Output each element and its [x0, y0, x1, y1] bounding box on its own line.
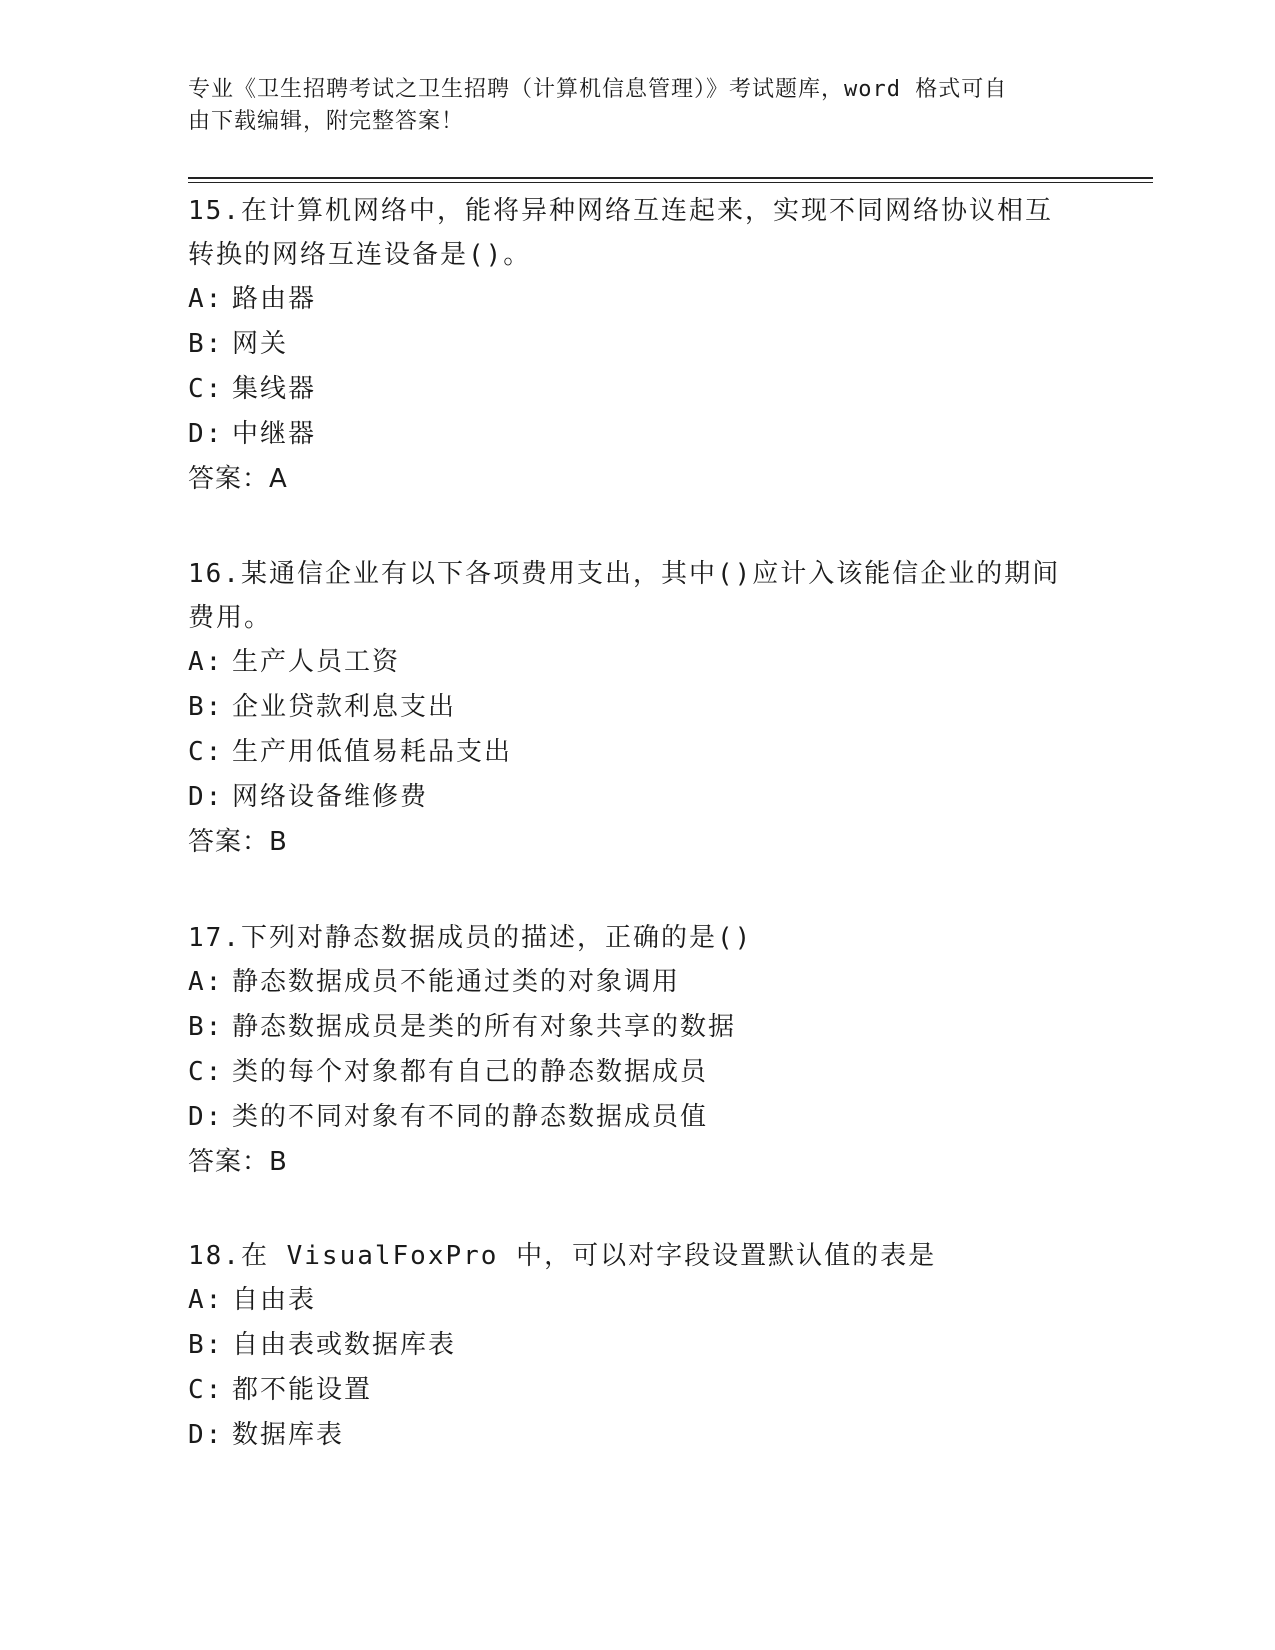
option-key: B:: [188, 692, 224, 722]
option-text: 中继器: [232, 419, 317, 449]
question-stem-continued: 费用。: [188, 603, 273, 633]
question-17: [188, 916, 1088, 1185]
option-a: [188, 1278, 1088, 1323]
header-divider: [188, 177, 1153, 183]
option-key: A:: [188, 647, 224, 677]
header-line-1: 专业《卫生招聘考试之卫生招聘（计算机信息管理）》考试题库，word 格式可自: [188, 77, 1008, 102]
option-b: [188, 1005, 1088, 1050]
option-key: C:: [188, 374, 224, 404]
option-text: 网关: [232, 329, 289, 359]
option-key: D:: [188, 782, 224, 812]
option-a: [188, 277, 1088, 322]
answer-line: 答案：B: [188, 1147, 288, 1177]
option-d: [188, 412, 1088, 457]
answer-line: 答案：A: [188, 464, 288, 494]
option-key: B:: [188, 329, 224, 359]
question-stem-continued: 转换的网络互连设备是()。: [188, 240, 532, 270]
option-text: 路由器: [232, 284, 317, 314]
option-key: A:: [188, 1285, 224, 1315]
option-d: [188, 1095, 1088, 1140]
question-stem: 15.在计算机网络中，能将异种网络互连起来，实现不同网络协议相互: [188, 196, 1053, 226]
option-key: C:: [188, 1375, 224, 1405]
question-18: [188, 1234, 1088, 1458]
option-text: 网络设备维修费: [232, 782, 429, 812]
option-text: 自由表或数据库表: [232, 1330, 457, 1360]
option-key: D:: [188, 419, 224, 449]
option-key: B:: [188, 1012, 224, 1042]
option-key: B:: [188, 1330, 224, 1360]
question-16: [188, 552, 1088, 865]
option-c: [188, 1368, 1088, 1413]
option-text: 集线器: [232, 374, 317, 404]
option-key: C:: [188, 1057, 224, 1087]
option-b: [188, 1323, 1088, 1368]
option-key: C:: [188, 737, 224, 767]
question-stem: 18.在 VisualFoxPro 中，可以对字段设置默认值的表是: [188, 1241, 937, 1271]
option-text: 自由表: [232, 1285, 317, 1315]
option-b: [188, 685, 1088, 730]
option-text: 类的不同对象有不同的静态数据成员值: [232, 1102, 709, 1132]
option-c: [188, 367, 1088, 412]
option-a: [188, 960, 1088, 1005]
option-text: 静态数据成员是类的所有对象共享的数据: [232, 1012, 737, 1042]
document-header: [188, 74, 1088, 138]
option-a: [188, 640, 1088, 685]
option-key: D:: [188, 1102, 224, 1132]
option-text: 生产人员工资: [232, 647, 401, 677]
option-key: D:: [188, 1420, 224, 1450]
option-key: A:: [188, 967, 224, 997]
question-stem: 17.下列对静态数据成员的描述，正确的是(): [188, 923, 753, 953]
answer-line: 答案：B: [188, 827, 288, 857]
option-d: [188, 1413, 1088, 1458]
option-c: [188, 1050, 1088, 1095]
option-b: [188, 322, 1088, 367]
question-15: [188, 189, 1088, 502]
option-key: A:: [188, 284, 224, 314]
option-text: 数据库表: [232, 1420, 345, 1450]
option-d: [188, 775, 1088, 820]
option-text: 生产用低值易耗品支出: [232, 737, 513, 767]
header-line-2: 由下载编辑，附完整答案！: [188, 109, 465, 134]
option-c: [188, 730, 1088, 775]
option-text: 都不能设置: [232, 1375, 373, 1405]
question-stem: 16.某通信企业有以下各项费用支出，其中()应计入该能信企业的期间: [188, 559, 1061, 589]
option-text: 类的每个对象都有自己的静态数据成员: [232, 1057, 709, 1087]
option-text: 静态数据成员不能通过类的对象调用: [232, 967, 681, 997]
option-text: 企业贷款利息支出: [232, 692, 457, 722]
